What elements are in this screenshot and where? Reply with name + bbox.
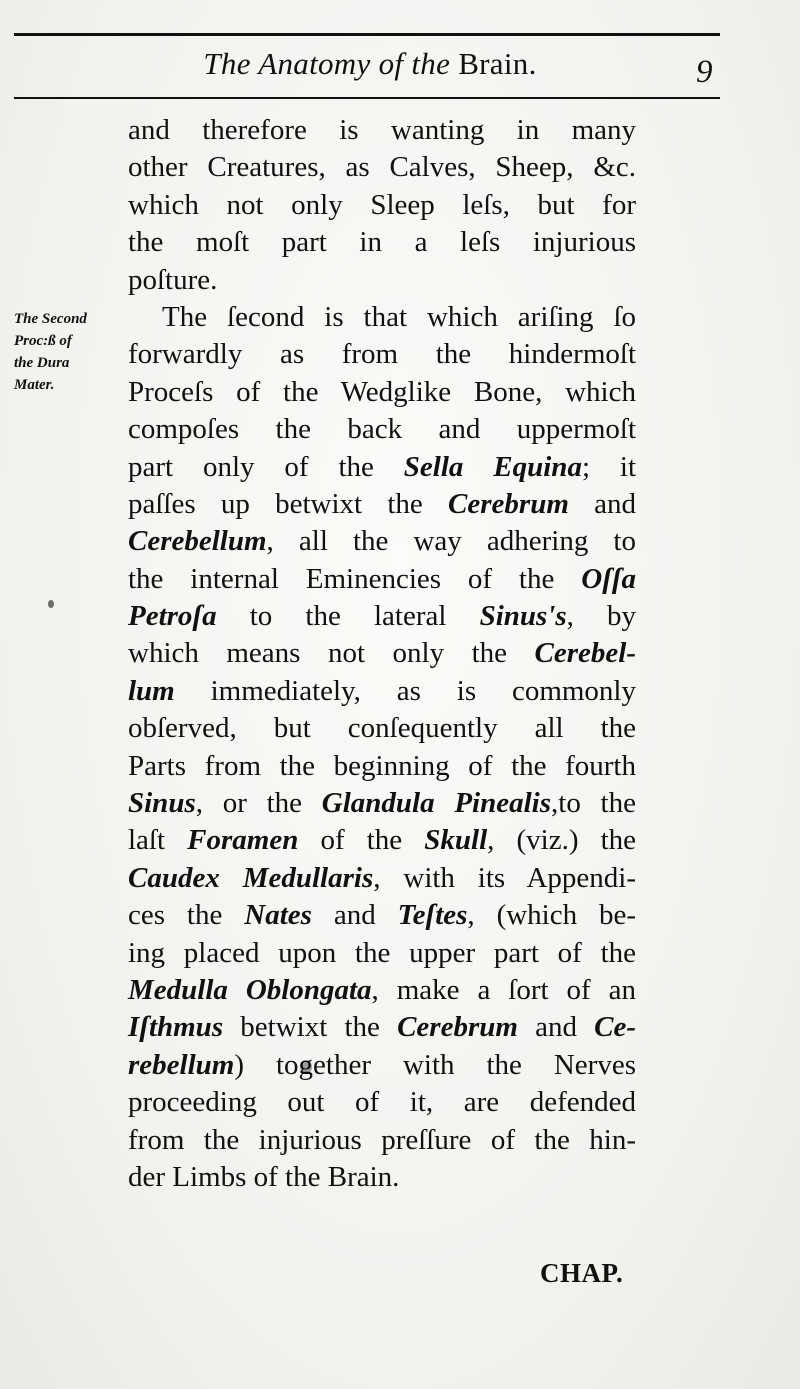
latin-term: lum [128,674,175,707]
text-line [128,785,636,822]
text-span: part only of the [128,450,374,483]
margin-note-line: Mater. [14,377,55,393]
latin-term: Nates [244,899,312,932]
latin-term: Skull [424,824,488,857]
text-span: , all the way adhering to [266,525,636,558]
text-span: , (which be- [467,899,637,932]
text-line: poſture. [128,263,218,296]
ink-spot [48,600,54,608]
latin-term: Petroſa [128,600,217,633]
text-line: der Limbs of the Brain. [128,1160,400,1193]
latin-term: Foramen [187,824,299,857]
running-head-italic: The Anatomy of the [203,46,451,81]
text-span: paſſes up betwixt the [128,487,423,520]
latin-term: Cerebrum [397,1011,518,1044]
text-line [128,673,636,710]
text-line: other Creatures, as Calves, Sheep, &c. [128,151,636,184]
text-line [128,449,636,486]
text-line [128,598,636,635]
ink-spot [300,1060,312,1074]
text-line: obſerved, but conſequently all the [128,712,636,745]
text-line [128,523,636,560]
latin-term: Glandula Pinealis [321,787,552,820]
latin-term: Caudex Medullaris [128,861,374,894]
text-span: and [594,487,637,520]
margin-note-line: Proc:ß of [14,333,72,349]
header-rule-bottom [14,97,720,99]
latin-term: Sella Equina [403,450,582,483]
text-span: ,to the [551,787,636,820]
text-span: which means not only the [128,637,508,670]
margin-note-line: the Dura [14,355,70,371]
text-span: and [535,1011,577,1044]
text-line [128,860,636,897]
text-line: which not only Sleep leſs, but for [128,188,636,221]
text-span: , by [566,600,637,633]
text-line [128,822,636,859]
page-number: 9 [696,54,713,90]
text-line [128,561,636,598]
text-span: , (viz.) the [487,824,637,857]
latin-term: Oſſa [581,562,637,595]
text-line: proceeding out of it, are defended [128,1086,636,1119]
text-line [128,897,636,934]
text-line [128,1009,636,1046]
latin-term: Medulla Oblongata [128,973,372,1006]
latin-term: Ce- [594,1011,637,1044]
text-span: ; it [581,450,637,483]
text-span: and [333,899,376,932]
text-line [128,972,636,1009]
text-line: Parts from the beginning of the fourth [128,749,636,782]
text-span: ) together with the Nerves [234,1048,636,1081]
text-line: ing placed upon the upper part of the [128,936,636,969]
catchword: CHAP. [540,1258,624,1288]
text-line: and therefore is wanting in many [128,114,636,146]
latin-term: Iſthmus [128,1011,224,1044]
text-line: the moſt part in a leſs injurious [128,226,636,259]
text-line: The ſecond is that which ariſing ſo [162,300,636,333]
text-span: to the lateral [249,600,447,633]
running-head-roman: Brain. [458,46,537,81]
text-span: , make a ſort of an [371,973,636,1006]
latin-term: Cerebel- [534,637,636,670]
text-span: immediately, as is commonly [210,674,636,707]
header-rule-top [14,33,720,36]
text-line: compoſes the back and uppermoſt [128,413,636,446]
latin-term: Sinus's [479,600,567,633]
running-head [60,40,680,88]
text-line [128,1047,636,1084]
latin-term: Teſtes [397,899,468,932]
text-line: forwardly as from the hindermoſt [128,338,636,371]
text-line [128,486,636,523]
margin-note-line: The Second [14,311,87,327]
text-line: from the injurious preſſure of the hin- [128,1123,636,1156]
latin-term: Cerebrum [448,487,569,520]
text-span: of the [320,824,403,857]
latin-term: Sinus [128,787,196,820]
text-span: ces the [128,899,223,932]
margin-note [14,308,126,396]
latin-term: Cerebellum [128,525,267,558]
text-span: laſt [128,824,166,857]
text-span: the internal Eminencies of the [128,562,555,595]
text-span: , or the [195,787,303,820]
latin-term: rebellum [128,1048,235,1081]
text-span: , with its Appendi- [373,861,636,894]
text-span: betwixt the [240,1011,380,1044]
body-text [128,112,636,1196]
text-line: Proceſs of the Wedglike Bone, which [128,375,636,408]
text-line [128,635,636,672]
